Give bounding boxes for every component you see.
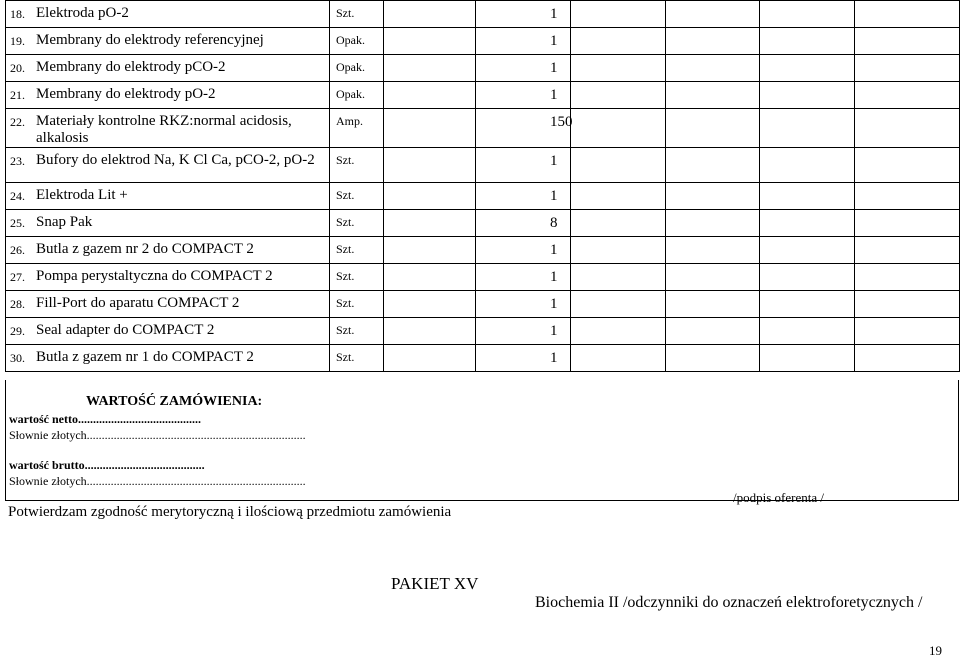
empty-price-cell [666, 237, 760, 264]
item-number: 24. [10, 189, 25, 203]
summary-title: WARTOŚĆ ZAMÓWIENIA: [86, 394, 263, 409]
item-cell [6, 55, 330, 82]
empty-price-cell [666, 264, 760, 291]
table-row [6, 318, 960, 345]
item-name: Butla z gazem nr 1 do COMPACT 2 [36, 349, 254, 365]
item-name: Membrany do elektrody referencyjnej [36, 32, 264, 48]
net-value-line: wartość netto......................................... [9, 412, 201, 426]
item-unit: Opak. [336, 60, 365, 74]
item-name: Membrany do elektrody pO-2 [36, 86, 216, 102]
item-cell [6, 264, 330, 291]
unit-cell [330, 148, 384, 183]
quantity-cell [384, 148, 558, 183]
item-quantity: 1 [550, 87, 558, 103]
item-cell [6, 237, 330, 264]
empty-price-cell [666, 345, 760, 372]
item-cell [6, 210, 330, 237]
empty-price-cell [666, 109, 760, 148]
item-number: 20. [10, 61, 25, 75]
unit-cell [330, 237, 384, 264]
item-cell [6, 82, 330, 109]
item-unit: Szt. [336, 296, 355, 310]
item-name: Membrany do elektrody pCO-2 [36, 59, 226, 75]
item-name: Bufory do elektrod Na, K Cl Ca, pCO-2, pO-2 [36, 152, 315, 168]
empty-price-cell [760, 237, 855, 264]
item-unit: Opak. [336, 33, 365, 47]
item-quantity: 1 [550, 153, 558, 169]
table-row [6, 183, 960, 210]
empty-price-cell [760, 148, 855, 183]
quantity-cell [384, 183, 558, 210]
item-cell [6, 148, 330, 183]
unit-cell [330, 1, 384, 28]
unit-cell [330, 264, 384, 291]
empty-price-cell [666, 318, 760, 345]
item-name: Butla z gazem nr 2 do COMPACT 2 [36, 241, 254, 257]
table-row [6, 148, 960, 183]
item-unit: Amp. [336, 114, 363, 128]
empty-price-cell [855, 237, 960, 264]
empty-price-cell [855, 183, 960, 210]
quantity-cell [384, 264, 558, 291]
unit-cell [330, 291, 384, 318]
item-name: Materiały kontrolne RKZ:normal acidosis, alkalosis [36, 113, 292, 146]
gross-value-words-line: Słownie złotych......................................................................... [9, 474, 306, 488]
item-quantity: 8 [550, 215, 558, 231]
item-number: 19. [10, 34, 25, 48]
quantity-cell [384, 210, 558, 237]
item-unit: Szt. [336, 323, 355, 337]
item-number: 26. [10, 243, 25, 257]
package-description: Biochemia II /odczynniki do oznaczeń elektroforetycznych / [535, 594, 923, 611]
empty-price-cell [855, 1, 960, 28]
item-quantity: 150 [550, 114, 573, 130]
item-cell [6, 1, 330, 28]
table-row [6, 264, 960, 291]
item-name: Pompa perystaltyczna do COMPACT 2 [36, 268, 273, 284]
table-row [6, 291, 960, 318]
item-unit: Szt. [336, 6, 355, 20]
item-number: 21. [10, 88, 25, 102]
table-row [6, 210, 960, 237]
signature-label: /podpis oferenta / [733, 490, 824, 505]
item-unit: Szt. [336, 153, 355, 167]
item-quantity: 1 [550, 60, 558, 76]
unit-cell [330, 55, 384, 82]
table-row [6, 237, 960, 264]
item-unit: Szt. [336, 269, 355, 283]
item-quantity: 1 [550, 323, 558, 339]
quantity-cell [384, 1, 558, 28]
item-quantity: 1 [550, 350, 558, 366]
quantity-cell [384, 28, 558, 55]
quantity-cell [384, 291, 558, 318]
confirmation-text: Potwierdzam zgodność merytoryczną i ilościową przedmiotu zamówienia [8, 504, 452, 520]
item-name: Seal adapter do COMPACT 2 [36, 322, 215, 338]
item-unit: Szt. [336, 188, 355, 202]
item-unit: Opak. [336, 87, 365, 101]
unit-cell [330, 318, 384, 345]
empty-price-cell [855, 55, 960, 82]
empty-price-cell [855, 264, 960, 291]
empty-price-cell [760, 55, 855, 82]
empty-price-cell [760, 318, 855, 345]
empty-price-cell [760, 82, 855, 109]
empty-price-cell [666, 291, 760, 318]
empty-price-cell [666, 148, 760, 183]
empty-price-cell [855, 210, 960, 237]
item-cell [6, 28, 330, 55]
net-value-words-line: Słownie złotych......................................................................... [9, 428, 306, 442]
item-quantity: 1 [550, 6, 558, 22]
item-cell [6, 318, 330, 345]
gross-value-line: wartość brutto........................................ [9, 458, 205, 472]
empty-price-cell [666, 28, 760, 55]
item-number: 27. [10, 270, 25, 284]
order-summary [5, 380, 959, 501]
table-row [6, 28, 960, 55]
item-name: Snap Pak [36, 214, 93, 230]
empty-price-cell [666, 82, 760, 109]
empty-price-cell [855, 148, 960, 183]
empty-price-cell [855, 28, 960, 55]
item-unit: Szt. [336, 242, 355, 256]
quantity-cell [384, 109, 573, 148]
item-number: 30. [10, 351, 25, 365]
item-cell [6, 291, 330, 318]
item-name: Elektroda pO-2 [36, 5, 129, 21]
empty-price-cell [760, 28, 855, 55]
empty-price-cell [855, 345, 960, 372]
package-title: PAKIET XV [391, 574, 479, 593]
empty-price-cell [666, 1, 760, 28]
item-unit: Szt. [336, 215, 355, 229]
item-name: Elektroda Lit + [36, 187, 128, 203]
unit-cell [330, 210, 384, 237]
quantity-cell [384, 82, 558, 109]
empty-price-cell [760, 183, 855, 210]
item-number: 29. [10, 324, 25, 338]
table-row [6, 55, 960, 82]
table-row [6, 1, 960, 28]
empty-price-cell [666, 183, 760, 210]
page-number: 19 [929, 643, 942, 658]
item-name: Fill-Port do aparatu COMPACT 2 [36, 295, 240, 311]
empty-price-cell [855, 318, 960, 345]
empty-price-cell [760, 264, 855, 291]
empty-price-cell [760, 109, 855, 148]
item-quantity: 1 [550, 188, 558, 204]
item-number: 23. [10, 154, 25, 168]
item-quantity: 1 [550, 269, 558, 285]
table-row [6, 345, 960, 372]
empty-price-cell [666, 55, 760, 82]
empty-price-cell [855, 82, 960, 109]
item-cell [6, 183, 330, 210]
item-quantity: 1 [550, 242, 558, 258]
unit-cell [330, 183, 384, 210]
item-number: 22. [10, 115, 25, 129]
empty-price-cell [666, 210, 760, 237]
table-row [6, 109, 960, 148]
quantity-cell [384, 318, 558, 345]
item-cell [6, 345, 330, 372]
empty-price-cell [855, 109, 960, 148]
item-number: 28. [10, 297, 25, 311]
empty-price-cell [760, 1, 855, 28]
item-unit: Szt. [336, 350, 355, 364]
table-row [6, 82, 960, 109]
quantity-cell [384, 55, 558, 82]
item-cell [6, 109, 330, 148]
quantity-cell [384, 237, 558, 264]
empty-price-cell [855, 291, 960, 318]
quantity-cell [384, 345, 558, 372]
unit-cell [330, 82, 384, 109]
unit-cell [330, 109, 384, 148]
unit-cell [330, 345, 384, 372]
unit-cell [330, 28, 384, 55]
item-quantity: 1 [550, 33, 558, 49]
item-number: 25. [10, 216, 25, 230]
item-quantity: 1 [550, 296, 558, 312]
order-table [5, 0, 960, 372]
item-number: 18. [10, 7, 25, 21]
empty-price-cell [760, 291, 855, 318]
empty-price-cell [760, 210, 855, 237]
empty-price-cell [760, 345, 855, 372]
